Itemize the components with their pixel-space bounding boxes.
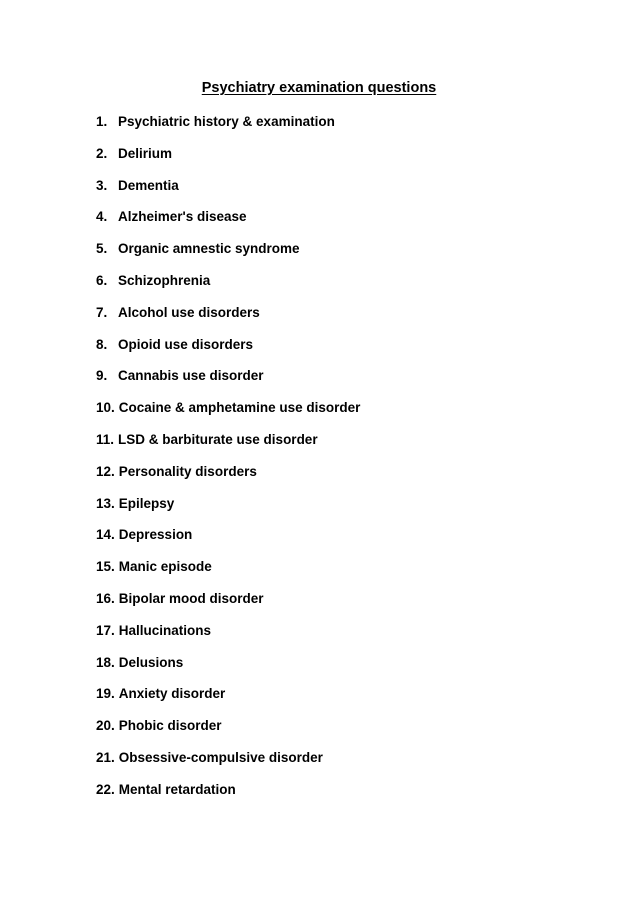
question-number: 11. [96,431,115,447]
question-text: Phobic disorder [118,718,222,734]
question-text: Schizophrenia [118,272,211,288]
question-text: Depression [118,527,193,543]
question-list [96,113,360,813]
question-number: 10. [96,400,115,416]
question-item [96,208,360,240]
question-text: Alcohol use disorders [118,304,260,320]
question-number: 6. [96,272,108,288]
question-text: Hallucinations [118,622,212,638]
question-item [96,622,360,654]
document-title: Psychiatry examination questions [201,80,437,96]
question-number: 14. [96,527,115,543]
question-item [96,367,360,399]
question-text: Alzheimer's disease [118,209,247,225]
question-text: Personality disorders [118,463,257,479]
question-number: 21. [96,749,115,765]
question-number: 8. [96,336,108,352]
question-text: Bipolar mood disorder [118,590,264,606]
question-number: 18. [96,654,115,670]
question-number: 7. [96,304,108,320]
question-number: 16. [96,590,115,606]
question-item [96,431,360,463]
question-item [96,526,360,558]
question-item [96,272,360,304]
question-item [96,304,360,336]
question-item [96,177,360,209]
question-text: Cocaine & amphetamine use disorder [118,400,361,416]
question-item [96,399,360,431]
question-text: Mental retardation [118,781,236,797]
question-number: 15. [96,559,115,575]
question-text: Delirium [118,145,173,161]
question-number: 3. [96,177,108,193]
question-item [96,145,360,177]
question-text: Delusions [118,654,184,670]
question-item [96,240,360,272]
question-number: 17. [96,622,115,638]
question-text: Cannabis use disorder [118,368,264,384]
question-item [96,463,360,495]
question-text: Manic episode [118,559,212,575]
question-number: 12. [96,463,115,479]
question-item [96,685,360,717]
question-number: 1. [96,114,108,129]
question-text: Epilepsy [118,495,175,511]
question-item [96,781,360,813]
question-item [96,336,360,368]
question-text: Anxiety disorder [118,686,226,702]
question-text: LSD & barbiturate use disorder [118,431,318,447]
question-text: Psychiatric history & examination [118,114,335,129]
question-item [96,717,360,749]
question-number: 20. [96,718,115,734]
question-number: 22. [96,781,115,797]
question-item [96,590,360,622]
question-number: 2. [96,145,108,161]
question-item [96,495,360,527]
question-text: Organic amnestic syndrome [118,241,300,257]
question-text: Opioid use disorders [118,336,254,352]
question-item [96,558,360,590]
question-item [96,749,360,781]
question-text: Obsessive-compulsive disorder [118,749,323,765]
question-text: Dementia [118,177,179,193]
question-number: 13. [96,495,115,511]
question-number: 9. [96,368,108,384]
question-item [96,654,360,686]
question-item [96,113,360,145]
question-number: 19. [96,686,115,702]
question-number: 5. [96,241,108,257]
question-number: 4. [96,209,108,225]
